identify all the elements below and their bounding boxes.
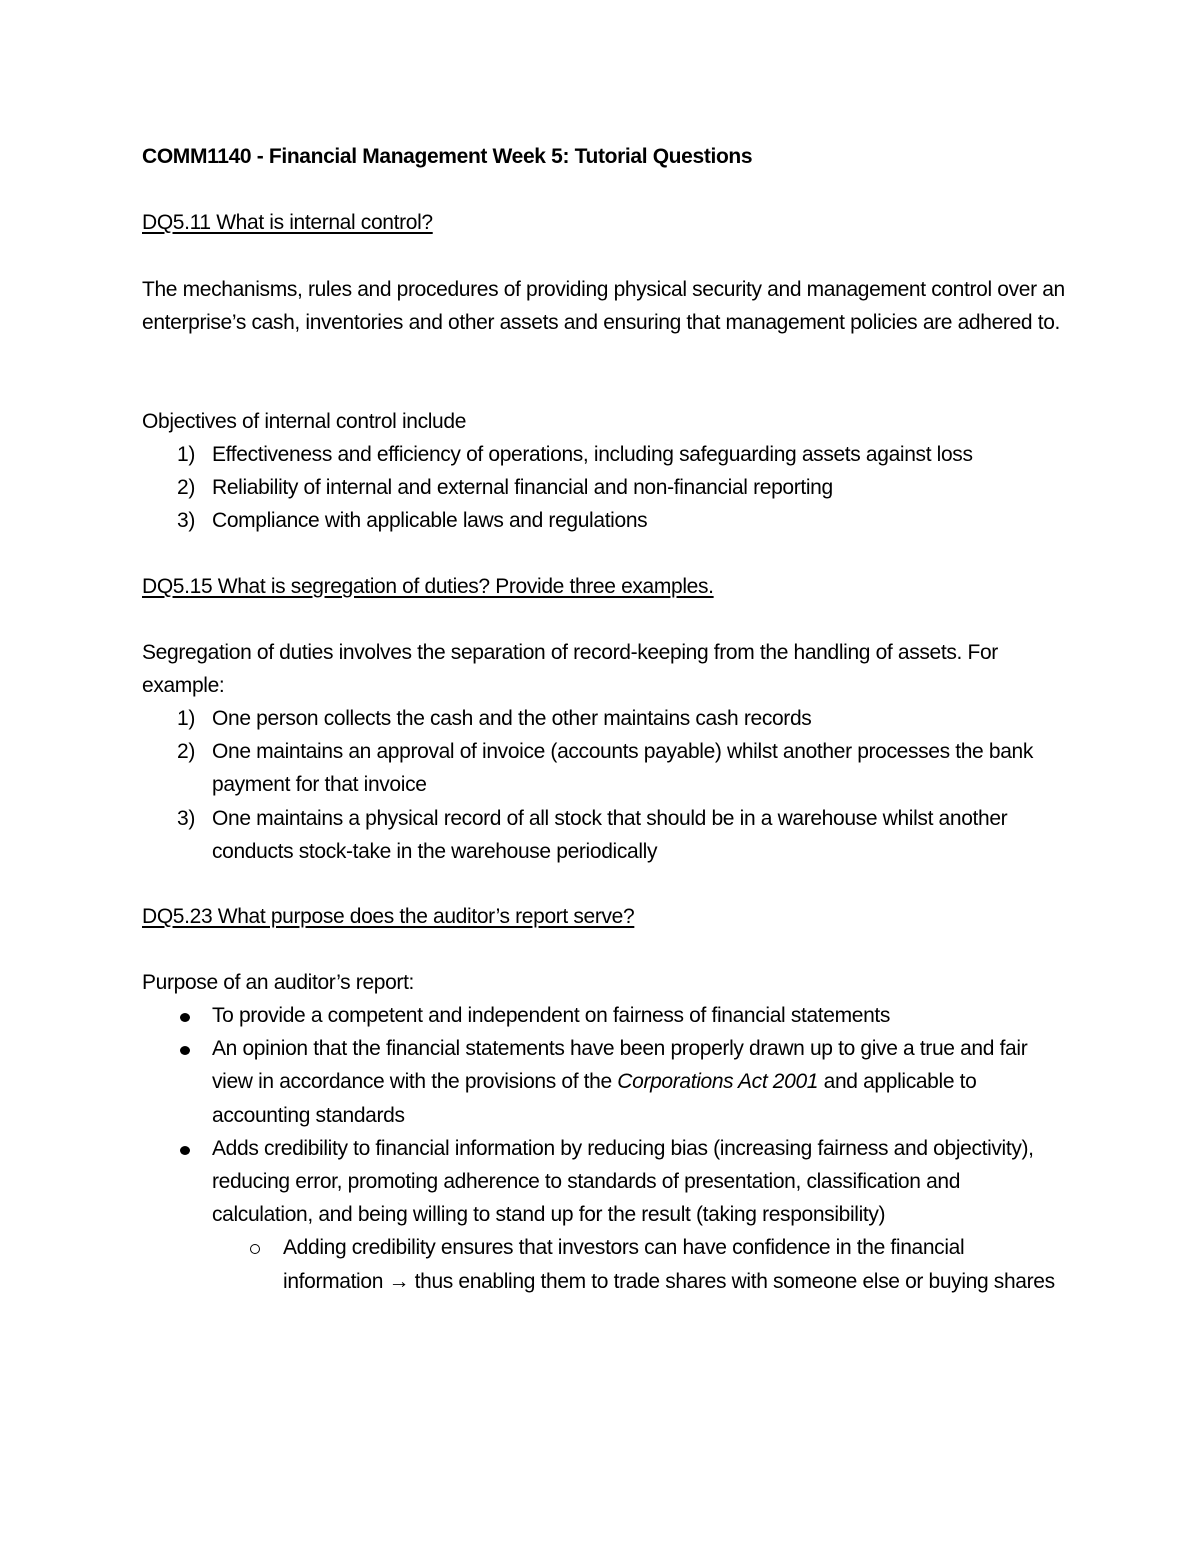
list-item-text: Adds credibility to financial information by reducing bias (increasing fairness and objectivity), reducing error, promoting adherence to standards of presentation, classification and calculation, and being willing to stand up for the result (taking responsibility) xyxy=(212,1136,1034,1227)
list-number: 1) xyxy=(177,443,195,466)
question-heading-dq5-15: DQ5.15 What is segregation of duties? Provide three examples. xyxy=(142,575,714,598)
list-item-text: One maintains a physical record of all stock that should be in a warehouse whilst another conducts stock-take in the warehouse periodically xyxy=(212,806,1008,863)
list-item-text: Effectiveness and efficiency of operations, including safeguarding assets against loss xyxy=(212,443,973,466)
list-number: 3) xyxy=(177,806,195,830)
purpose-list xyxy=(142,999,1072,1298)
bullet-icon xyxy=(180,1046,190,1055)
document-title: COMM1140 - Financial Management Week 5: Tutorial Questions xyxy=(142,145,753,168)
bullet-icon xyxy=(180,1013,190,1022)
list-item-text: One maintains an approval of invoice (accounts payable) whilst another processes the bank payment for that invoice xyxy=(212,740,1034,797)
objectives-list xyxy=(142,438,1072,538)
question-heading-dq5-11: DQ5.11 What is internal control? xyxy=(142,211,433,234)
hollow-bullet-icon xyxy=(250,1244,260,1254)
list-number: 3) xyxy=(177,509,195,533)
list-item xyxy=(142,1132,1062,1232)
examples-list xyxy=(142,702,1072,868)
auditor-report-intro: Purpose of an auditor’s report: xyxy=(142,971,415,994)
question-heading-dq5-23: DQ5.23 What purpose does the auditor’s report serve? xyxy=(142,905,635,928)
list-item-text: Reliability of internal and external financial and non-financial reporting xyxy=(212,476,833,500)
list-item xyxy=(142,802,1062,868)
list-item-text-part: An opinion that the financial statements have been properly drawn up to give a true and fair view in accordance with the provisions of the xyxy=(212,1037,1028,1094)
list-number: 1) xyxy=(177,707,195,730)
list-item-text: Compliance with applicable laws and regulations xyxy=(212,509,648,533)
list-item xyxy=(142,999,1062,1032)
list-item xyxy=(142,438,1062,471)
list-number: 2) xyxy=(177,740,195,764)
list-item xyxy=(142,735,1062,801)
list-item-text-part: and applicable to accounting standards xyxy=(212,1070,977,1127)
list-item xyxy=(142,702,1062,735)
list-number: 2) xyxy=(177,476,195,500)
sub-list-item-text: Adding credibility ensures that investors can have confidence in the financial information → thus enabling them to trade shares with someone else or buying shares xyxy=(283,1236,1055,1293)
answer-paragraph-dq5-15: Segregation of duties involves the separation of record-keeping from the handling of assets. For example: xyxy=(142,641,998,698)
answer-paragraph-dq5-11: The mechanisms, rules and procedures of providing physical security and management control over an enterprise’s cash, inventories and other assets and ensuring that management policies are adhered to. xyxy=(142,278,1065,335)
act-title: Corporations Act 2001 xyxy=(617,1070,819,1094)
sub-list-item xyxy=(142,1231,1063,1297)
list-item-text: To provide a competent and independent on fairness of financial statements xyxy=(212,1004,891,1027)
bullet-icon xyxy=(180,1146,190,1155)
list-item-text: One person collects the cash and the other maintains cash records xyxy=(212,707,812,730)
list-item xyxy=(142,471,1062,504)
list-item xyxy=(142,1032,1062,1132)
list-item xyxy=(142,504,1062,537)
objectives-intro: Objectives of internal control include xyxy=(142,410,467,433)
